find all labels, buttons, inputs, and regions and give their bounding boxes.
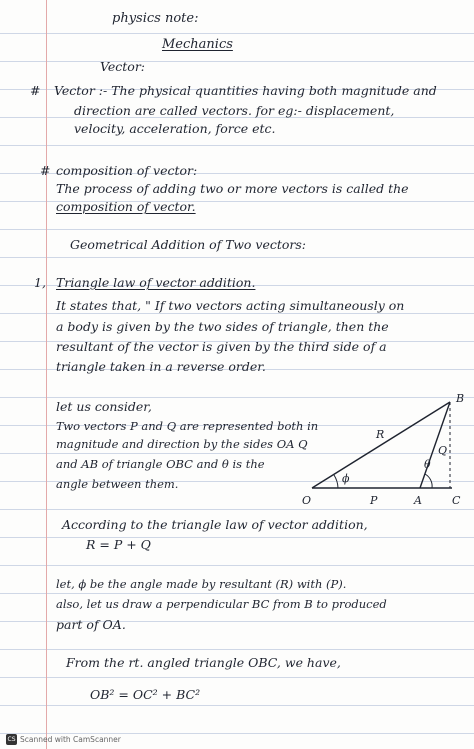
composition-line-2: composition of vector.	[56, 199, 196, 214]
let-phi-line-2: also, let us draw a perpendicular BC from B to produced	[56, 597, 387, 611]
label-c: C	[452, 494, 461, 507]
definition-line-1: Vector :- The physical quantities having both magnitude and	[54, 83, 437, 98]
label-p: P	[370, 494, 378, 507]
definition-line-2: direction are called vectors. for eg:- displacement,	[74, 103, 395, 118]
camscanner-text: Scanned with CamScanner	[20, 735, 121, 744]
scanner-watermark	[6, 734, 121, 745]
let-phi-line-1: let, ϕ be the angle made by resultant (R) with (P).	[56, 577, 347, 591]
triangle-diagram	[300, 392, 470, 510]
theta-arc	[425, 474, 432, 488]
label-r: R	[376, 428, 385, 441]
consider-line-5: angle between them.	[56, 477, 179, 491]
label-b: B	[456, 392, 465, 405]
composition-line-1: The process of adding two or more vectors is called the	[56, 181, 409, 196]
composition-heading: composition of vector:	[56, 163, 198, 178]
let-phi-line-3: part of OA.	[56, 617, 126, 632]
geometrical-heading: Geometrical Addition of Two vectors:	[70, 237, 307, 252]
phi-arc	[334, 475, 338, 488]
label-phi: ϕ	[342, 472, 350, 485]
consider-line-4: and AB of triangle OBC and θ is the	[56, 457, 265, 471]
triangle-law-heading: Triangle law of vector addition.	[56, 275, 256, 290]
triangle-law-line-4: triangle taken in a reverse order.	[56, 359, 266, 374]
according-line: According to the triangle law of vector addition,	[62, 517, 368, 532]
resultant-ob	[312, 402, 450, 488]
label-q: Q	[438, 444, 448, 457]
equation-resultant: R = P + Q	[86, 537, 151, 552]
definition-bullet: #	[30, 83, 41, 98]
consider-line-2: Two vectors P and Q are represented both in	[56, 419, 319, 433]
from-triangle-line: From the rt. angled triangle OBC, we have,	[66, 655, 341, 670]
topic-heading: Vector:	[100, 59, 146, 74]
camscanner-logo: CS	[7, 736, 16, 743]
label-o: O	[302, 494, 312, 507]
definition-line-3: velocity, acceleration, force etc.	[74, 121, 276, 136]
label-theta: θ	[424, 458, 431, 471]
note-subtitle: Mechanics	[162, 37, 233, 52]
consider-line-1: let us consider,	[56, 399, 152, 414]
label-a: A	[414, 494, 422, 507]
composition-bullet: #	[40, 163, 51, 178]
triangle-law-number: 1,	[34, 275, 46, 290]
equation-pythagoras: OB² = OC² + BC²	[90, 687, 201, 702]
triangle-law-line-2: a body is given by the two sides of triangle, then the	[56, 319, 389, 334]
note-title: physics note:	[112, 11, 199, 26]
triangle-law-line-1: It states that, " If two vectors acting simultaneously on	[56, 298, 405, 313]
margin-line	[46, 0, 47, 749]
consider-line-3: magnitude and direction by the sides OA Q	[56, 437, 308, 451]
triangle-law-line-3: resultant of the vector is given by the third side of a	[56, 339, 387, 354]
